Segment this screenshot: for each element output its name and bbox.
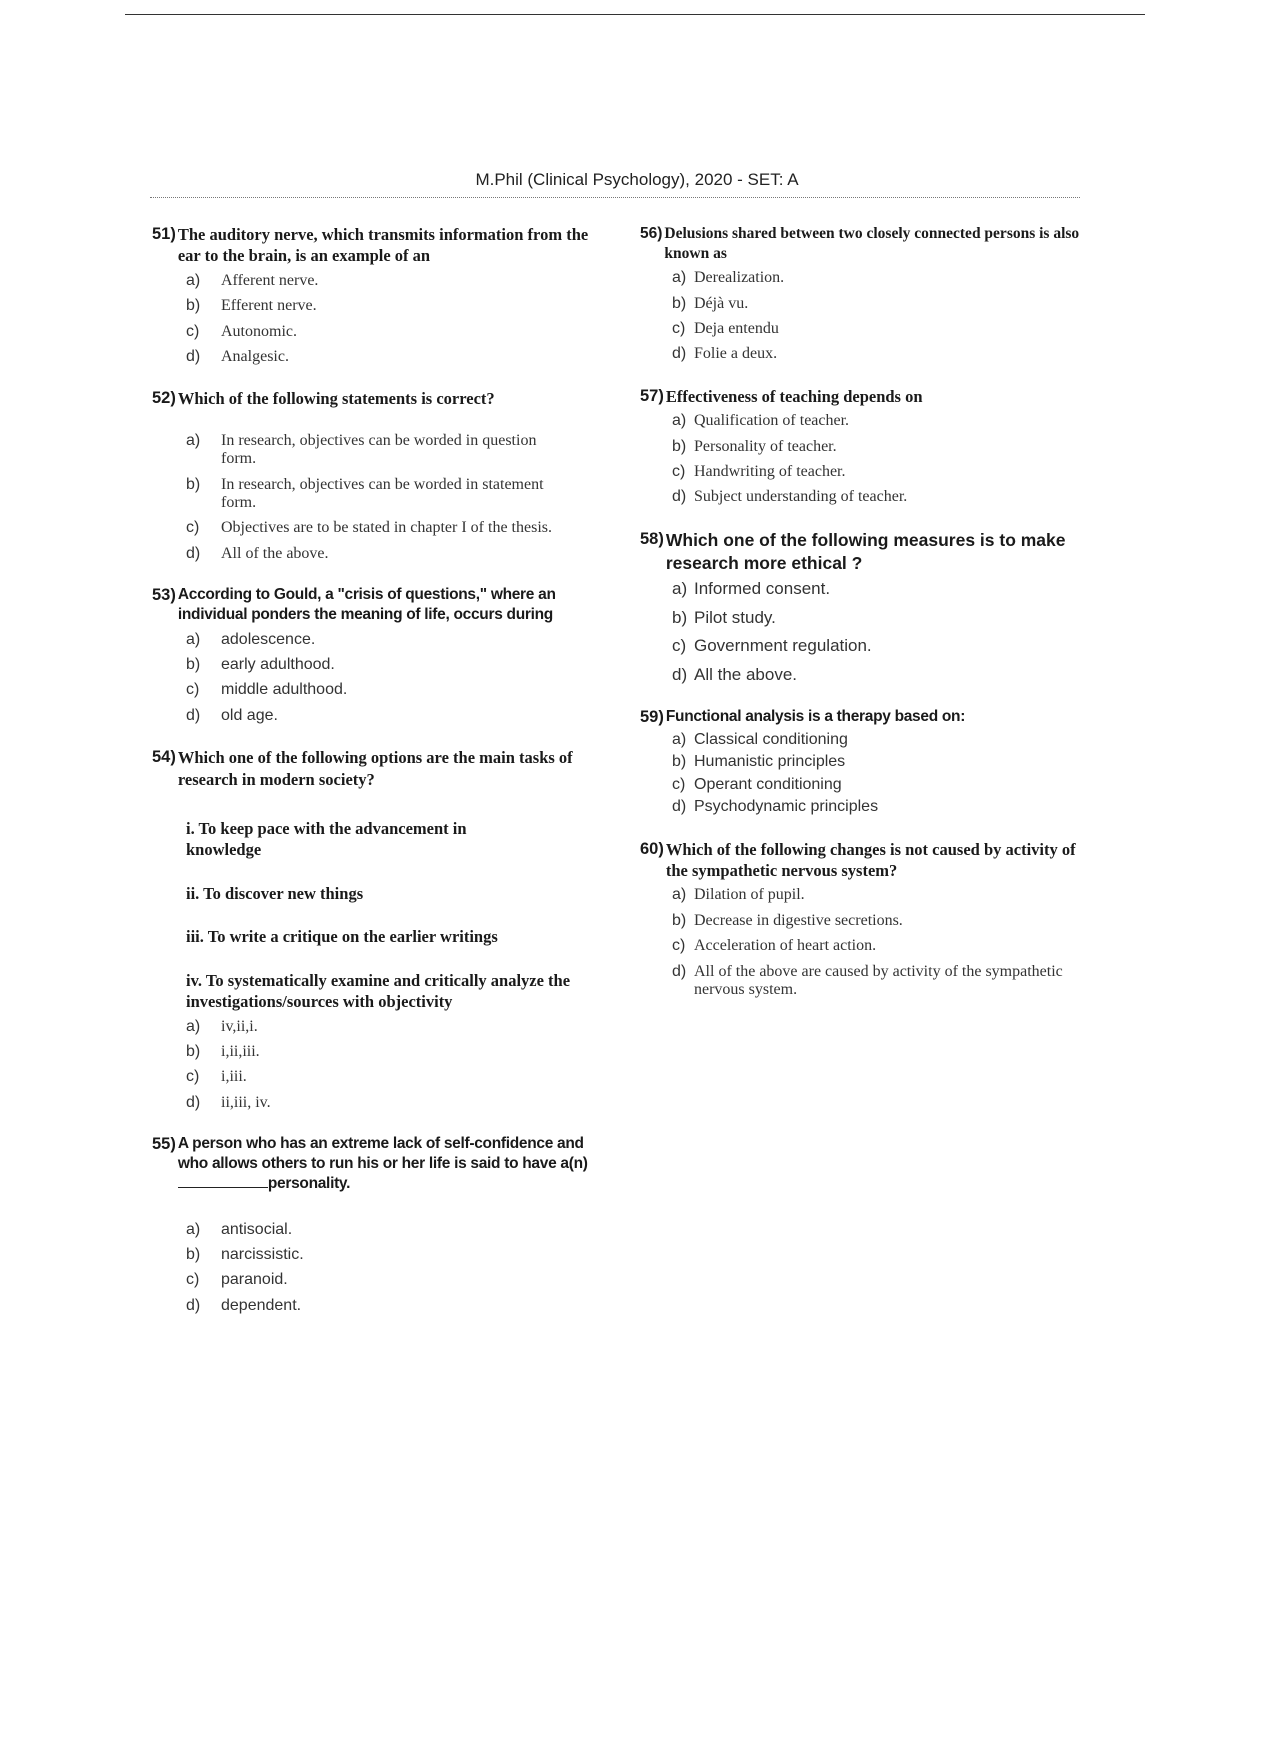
question-56 (640, 224, 1080, 364)
title-divider (150, 197, 1080, 198)
option-c: c) Objectives are to be stated in chapter I of the thesis. (186, 519, 552, 537)
question-number: 51) (152, 225, 176, 243)
option-a: a) adolescence. (186, 630, 316, 648)
statement-ii: ii. To discover new things (186, 883, 364, 903)
option-b: b) Humanistic principles (672, 753, 846, 771)
top-border-rule (125, 14, 1145, 15)
question-55 (152, 1134, 612, 1315)
statement-iv: iv. To systematically examine and critically analyze the investigations/sources with objectivity (186, 970, 571, 1012)
answer-blank (178, 1187, 268, 1188)
question-number: 58) (640, 529, 664, 548)
option-a: a) Dilation of pupil. (672, 886, 805, 904)
option-b: b) In research, objectives can be worded in statement form. (186, 475, 544, 512)
option-d: d) All of the above. (186, 544, 329, 562)
option-b: b) Efferent nerve. (186, 297, 317, 315)
option-d: d) Subject understanding of teacher. (672, 488, 908, 506)
question-number: 59) (640, 707, 664, 726)
option-c: c) Government regulation. (672, 636, 872, 656)
question-number: 53) (152, 586, 176, 605)
option-c: c) middle adulthood. (186, 681, 348, 699)
question-text: Delusions shared between two closely connected persons is also known as (664, 225, 1080, 263)
option-a: a) Afferent nerve. (186, 271, 319, 289)
option-d: d) old age. (186, 706, 278, 724)
question-text: Functional analysis is a therapy based on: (665, 707, 966, 725)
option-b: b) Personality of teacher. (672, 437, 837, 455)
option-c: c) Deja entendu (672, 320, 779, 338)
question-text: Which one of the following measures is to make research more ethical ? (665, 529, 1066, 573)
option-b: b) Decrease in digestive secretions. (672, 911, 903, 929)
question-text: Effectiveness of teaching depends on (665, 386, 923, 406)
question-number: 54) (152, 748, 176, 767)
question-59 (640, 707, 1080, 817)
option-d: d) All the above. (672, 664, 798, 684)
question-54 (152, 747, 612, 1112)
question-number: 57) (640, 386, 664, 405)
question-58 (640, 529, 1080, 685)
question-60 (640, 839, 1080, 1000)
statement-i: i. To keep pace with the advancement in knowledge (186, 818, 467, 860)
question-number: 52) (152, 389, 176, 408)
statement-iii: iii. To write a critique on the earlier writings (186, 927, 498, 947)
option-c: c) paranoid. (186, 1271, 288, 1289)
option-a: a) antisocial. (186, 1220, 293, 1238)
option-d: d) dependent. (186, 1296, 302, 1314)
option-c: c) Acceleration of heart action. (672, 937, 877, 955)
question-53 (152, 585, 612, 725)
option-d: d) Folie a deux. (672, 345, 778, 363)
question-text: Which of the following statements is correct? (177, 389, 495, 409)
option-c: c) Handwriting of teacher. (672, 463, 846, 481)
question-text: According to Gould, a "crisis of questions," where an individual ponders the meaning of life, occurs during (177, 586, 556, 624)
question-text: Which one of the following options are the main tasks of research in modern society? (177, 748, 573, 789)
option-c: c) i,iii. (186, 1068, 247, 1086)
option-b: b) i,ii,iii. (186, 1042, 260, 1060)
question-text: A person who has an extreme lack of self-confidence and who allows others to run his or her life is said to have a(n)personality. (177, 1135, 588, 1193)
option-c: c) Operant conditioning (672, 775, 842, 793)
option-a: a) Qualification of teacher. (672, 412, 850, 430)
option-a: a) iv,ii,i. (186, 1017, 258, 1035)
option-a: a) Classical conditioning (672, 730, 848, 748)
option-a: a) In research, objectives can be worded in question form. (186, 431, 537, 468)
option-d: d) ii,iii, iv. (186, 1093, 271, 1111)
option-a: a) Informed consent. (672, 579, 831, 599)
option-b: b) Déjà vu. (672, 294, 749, 312)
option-a: a) Derealization. (672, 269, 785, 287)
left-column (152, 224, 612, 1337)
question-51 (152, 224, 612, 366)
option-d: d) Analgesic. (186, 348, 289, 366)
question-number: 55) (152, 1135, 176, 1154)
right-column (640, 224, 1080, 1021)
question-52 (152, 388, 612, 563)
option-d: d) Psychodynamic principles (672, 798, 879, 816)
option-b: b) Pilot study. (672, 607, 776, 627)
page-title: M.Phil (Clinical Psychology), 2020 - SET: A (475, 170, 799, 189)
question-number: 60) (640, 839, 664, 858)
option-c: c) Autonomic. (186, 322, 297, 340)
option-b: b) early adulthood. (186, 655, 335, 673)
question-text: Which of the following changes is not caused by activity of the sympathetic nervous system? (665, 839, 1076, 880)
question-text: The auditory nerve, which transmits information from the ear to the brain, is an example of an (177, 225, 589, 266)
question-57 (640, 386, 1080, 507)
option-b: b) narcissistic. (186, 1245, 304, 1263)
option-d: d) All of the above are caused by activity of the sympathetic nervous system. (672, 962, 1063, 998)
question-number: 56) (640, 225, 663, 242)
